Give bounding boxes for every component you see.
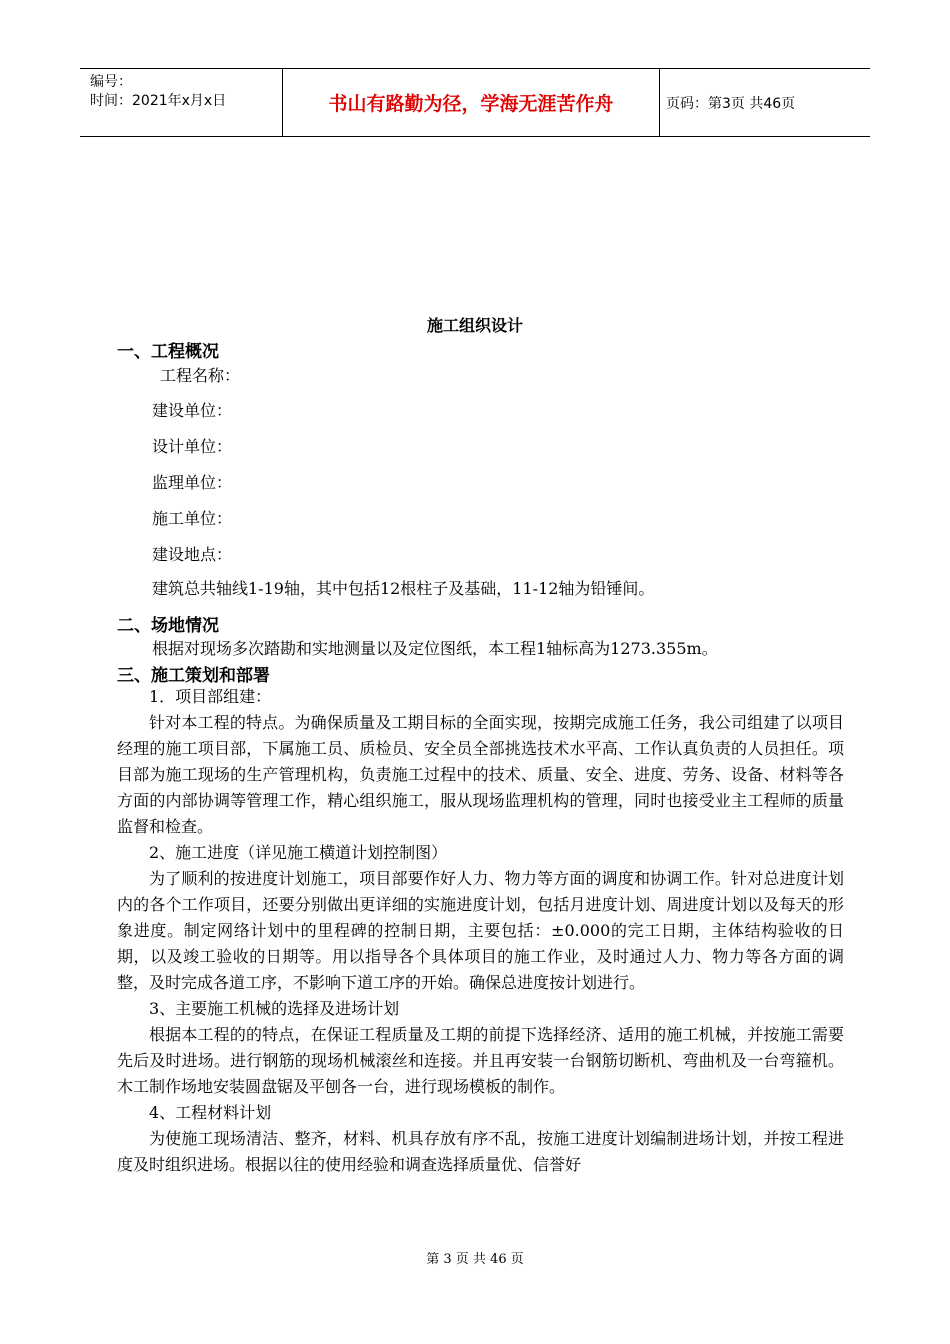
page-number-label: 页码：第3页 共46页 — [666, 95, 796, 112]
page-footer: 第 3 页 共 46 页 — [426, 1252, 524, 1267]
section3-heading: 三、施工策划和部署 — [117, 666, 270, 686]
field-client: 建设单位： — [152, 401, 233, 420]
sub2-title: 2、施工进度（详见施工横道计划控制图） — [149, 843, 448, 862]
sub3-title: 3、主要施工机械的选择及进场计划 — [149, 999, 400, 1018]
section1-heading: 一、工程概况 — [117, 342, 219, 362]
section2-heading: 二、场地情况 — [117, 616, 219, 636]
header-motto — [283, 69, 660, 136]
sub2-text: 为了顺利的按进度计划施工，项目部要作好人力、物力等方面的调度和协调工作。针对总进度计划内的各个工作项目，还要分别做出更详细的实施进度计划，包括月进度计划、周进度计划以及每天的形象进度。制定网络计划中的里程碑的控制日期，主要包括：±0.000的完工日期，主体结构验收的日期，以及竣工验收的日期等。用以指导各个具体项目的施工作业，及时通过人力、物力等各方面的调整，及时完成各道工序，不影响下道工序的开始。确保总进度按计划进行。 — [117, 869, 844, 992]
document-title: 施工组织设计 — [426, 316, 523, 335]
field-supervisor: 监理单位： — [152, 473, 233, 492]
sub1-text: 针对本工程的特点。为确保质量及工期目标的全面实现，按期完成施工任务，我公司组建了以项目经理的施工项目部，下属施工员、质检员、安全员全部挑选技术水平高、工作认真负责的人员担任。项目部为施工现场的生产管理机构，负责施工过程中的技术、质量、安全、进度、劳务、设备、材料等各方面的内部协调等管理工作，精心组织施工，服从现场监理机构的管理，同时也接受业主工程师的质量监督和检查。 — [117, 713, 844, 836]
field-contractor: 施工单位： — [152, 509, 233, 528]
sub3-text: 根据本工程的的特点，在保证工程质量及工期的前提下选择经济、适用的施工机械，并按施工需要先后及时进场。进行钢筋的现场机械滚丝和连接。并且再安装一台钢筋切断机、弯曲机及一台弯箍机。木工制作场地安装圆盘锯及平刨各一台，进行现场模板的制作。 — [117, 1025, 844, 1096]
section2-text: 根据对现场多次踏勘和实地测量以及定位图纸，本工程1轴标高为1273.355m。 — [152, 639, 718, 658]
field-project-name: 工程名称： — [160, 366, 241, 385]
sub4-text: 为使施工现场清洁、整齐，材料、机具存放有序不乱，按施工进度计划编制进场计划，并按工程进度及时组织进场。根据以往的使用经验和调查选择质量优、信誉好 — [117, 1129, 844, 1174]
field-location: 建设地点： — [152, 545, 233, 564]
code-label: 编号： — [90, 74, 132, 90]
time-label: 时间：2021年x月x日 — [90, 93, 227, 109]
header-meta — [80, 69, 283, 136]
section3-body — [117, 684, 844, 1178]
field-designer: 设计单位： — [152, 437, 233, 456]
motto-text: 书山有路勤为径，学海无涯苦作舟 — [328, 93, 614, 115]
page-header — [80, 68, 870, 137]
axis-note: 建筑总共轴线1-19轴，其中包括12根柱子及基础，11-12轴为铅锤间。 — [152, 579, 655, 598]
sub4-title: 4、工程材料计划 — [149, 1103, 272, 1122]
sub1-title: 1．项目部组建： — [149, 687, 272, 706]
